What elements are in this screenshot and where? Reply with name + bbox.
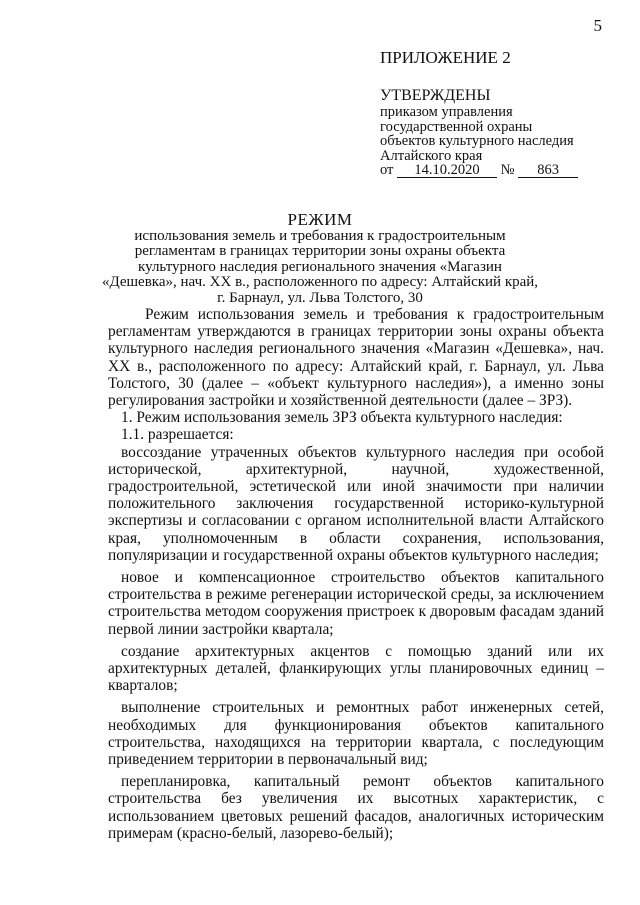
subtitle-line: использования земель и требования к градостроительным [134,228,506,244]
list-item: воссоздание утраченных объектов культурного наследия при особой исторической, архитектурной, научной, художественной, градостроительной, эстетической или иной значимости при наличии положительного заключения государственной историко-культурной экспертизы и согласовании с органом исполнительной власти Алтайского края, уполномоченным в области сохранения, использования, популяризации и государственной охраны объектов культурного наследия; [108,443,604,564]
document-body [108,306,604,842]
subtitle-line: «Дешевка», нач. XX в., расположенного по адресу: Алтайский край, [101,274,539,291]
approval-line: Алтайского края [380,147,483,164]
from-label: от [380,162,394,179]
section-1-1: 1.1. разрешается: [121,426,234,444]
title-block [100,210,540,306]
subtitle-line: г. Барнаул, ул. Льва Толстого, 30 [217,289,423,306]
subtitle-line: регламентам в границах территории зоны охраны объекта [134,243,506,260]
allowed-list [108,444,604,842]
approval-block [380,87,578,178]
approval-line: государственной охраны [380,118,533,135]
approval-line: объектов культурного наследия [380,133,574,150]
list-item: создание архитектурных акцентов с помощью зданий или их архитектурных деталей, фланкирующих углы планировочных единиц – кварталов; [108,642,604,695]
document-title: РЕЖИМ [287,210,353,229]
list-item: выполнение строительных и ремонтных работ инженерных сетей, необходимых для функционирования объектов капитального строительства, находящихся на территории квартала, с последующим приведением территории в первоначальный вид; [108,699,604,769]
approval-date-line [380,163,578,178]
section-1: 1. Режим использования земель ЗРЗ объекта культурного наследия: [121,409,563,427]
approved-heading: УТВЕРЖДЕНЫ [380,87,491,104]
subtitle-line: культурного наследия регионального значения «Магазин [138,258,502,275]
page-number: 5 [593,16,602,35]
appendix-heading: ПРИЛОЖЕНИЕ 2 [380,48,511,67]
list-item: перепланировка, капитальный ремонт объектов капитального строительства без увеличения их высотных характеристик, с использованием цветовых решений фасадов, аналогичных историческим примерам (красно-белый, лазорево-белый); [108,773,604,842]
approval-line: приказом управления [380,104,513,120]
approval-number: 863 [518,164,578,178]
intro-paragraph: Режим использования земель и требования к градостроительным регламентам утверждаются в границах территории зоны охраны объекта культурного наследия регионального значения «Магазин «Дешевка», нач. XX в., расположенного по адресу: Алтайский край, г. Барнаул, ул. Льва Толстого, 30 (далее – «объект культурного наследия»), а именно зоны регулирования застройки и хозяйственной деятельности (далее – ЗРЗ). [108,306,604,410]
number-label: № [500,162,515,179]
approval-date: 14.10.2020 [397,164,497,178]
list-item: новое и компенсационное строительство объектов капитального строительства в режиме регенерации исторической среды, за исключением строительства методом сооружения пристроек к дворовым фасадам зданий первой линии застройки квартала; [108,569,604,638]
